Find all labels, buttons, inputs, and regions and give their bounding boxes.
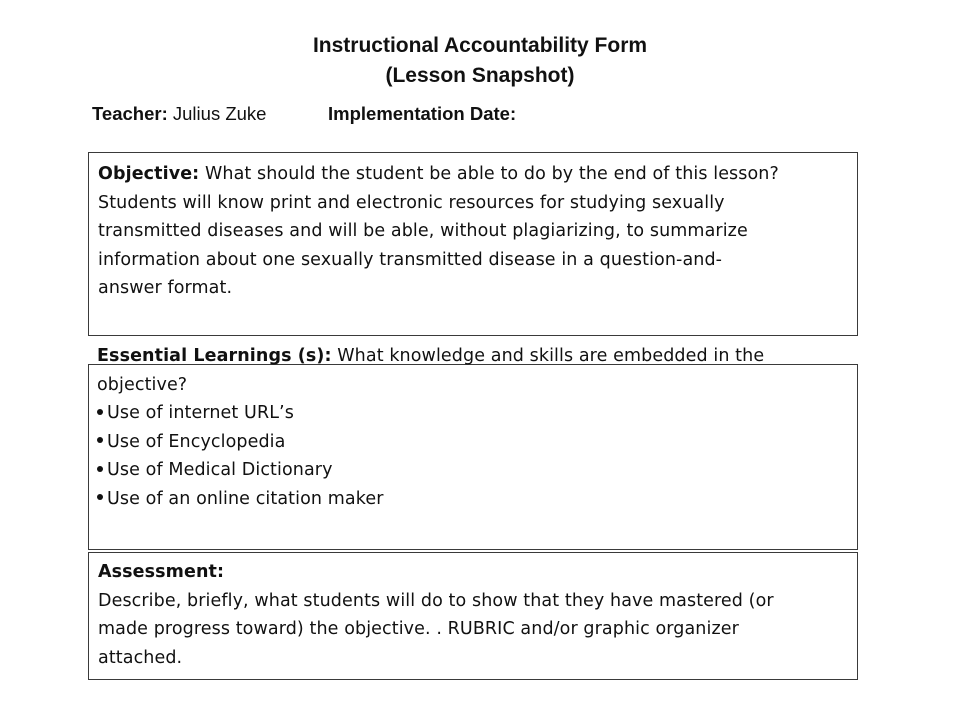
essential-learnings-text xyxy=(97,342,852,513)
teacher-name: Julius Zuke xyxy=(172,103,267,124)
form-title: Instructional Accountability Form xyxy=(312,34,648,57)
list-item-text: Use of an online citation maker xyxy=(107,488,384,509)
list-item-text: Use of internet URL’s xyxy=(107,403,294,423)
objective-line: Students will know print and electronic resources for studying sexually xyxy=(98,192,725,213)
assessment-line: Describe, briefly, what students will do to show that they have mastered (or xyxy=(98,590,774,611)
objective-line: transmitted diseases and will be able, without plagiarizing, to summarize xyxy=(98,221,748,241)
list-item xyxy=(97,428,852,457)
list-item xyxy=(97,485,852,514)
objective-heading-line xyxy=(98,160,851,189)
essential-learnings-question: What knowledge and skills are embedded in the xyxy=(337,346,765,366)
list-item-text: Use of Medical Dictionary xyxy=(107,460,333,480)
objective-line: information about one sexually transmitted disease in a question-and- xyxy=(98,249,723,270)
assessment-label: Assessment: xyxy=(98,562,225,582)
implementation-date-field xyxy=(328,101,516,127)
bullet-icon xyxy=(97,437,103,443)
assessment-line: attached. xyxy=(98,647,183,668)
bullet-icon xyxy=(97,494,103,500)
bullet-icon xyxy=(97,409,103,415)
essential-learnings-question-cont: objective? xyxy=(97,374,188,395)
list-item-text: Use of Encyclopedia xyxy=(107,431,286,452)
objective-label: Objective: xyxy=(98,164,200,184)
objective-line: answer format. xyxy=(98,278,233,298)
implementation-date-label: Implementation Date: xyxy=(328,103,517,124)
objective-box xyxy=(88,152,858,336)
essential-learnings-heading-line xyxy=(97,342,852,371)
bullet-icon xyxy=(97,466,103,472)
essential-learnings-label: Essential Learnings (s): xyxy=(97,346,332,366)
assessment-box xyxy=(88,552,858,680)
teacher-label: Teacher: xyxy=(92,103,168,124)
list-item xyxy=(97,399,852,428)
objective-question: What should the student be able to do by the end of this lesson? xyxy=(204,164,779,184)
form-subtitle: (Lesson Snapshot) xyxy=(385,64,575,87)
assessment-text xyxy=(98,558,851,672)
list-item xyxy=(97,456,852,485)
assessment-line: made progress toward) the objective. . RUBRIC and/or graphic organizer xyxy=(98,619,739,639)
objective-text xyxy=(98,160,851,303)
essential-learnings-list xyxy=(97,399,852,513)
teacher-field xyxy=(92,101,266,127)
